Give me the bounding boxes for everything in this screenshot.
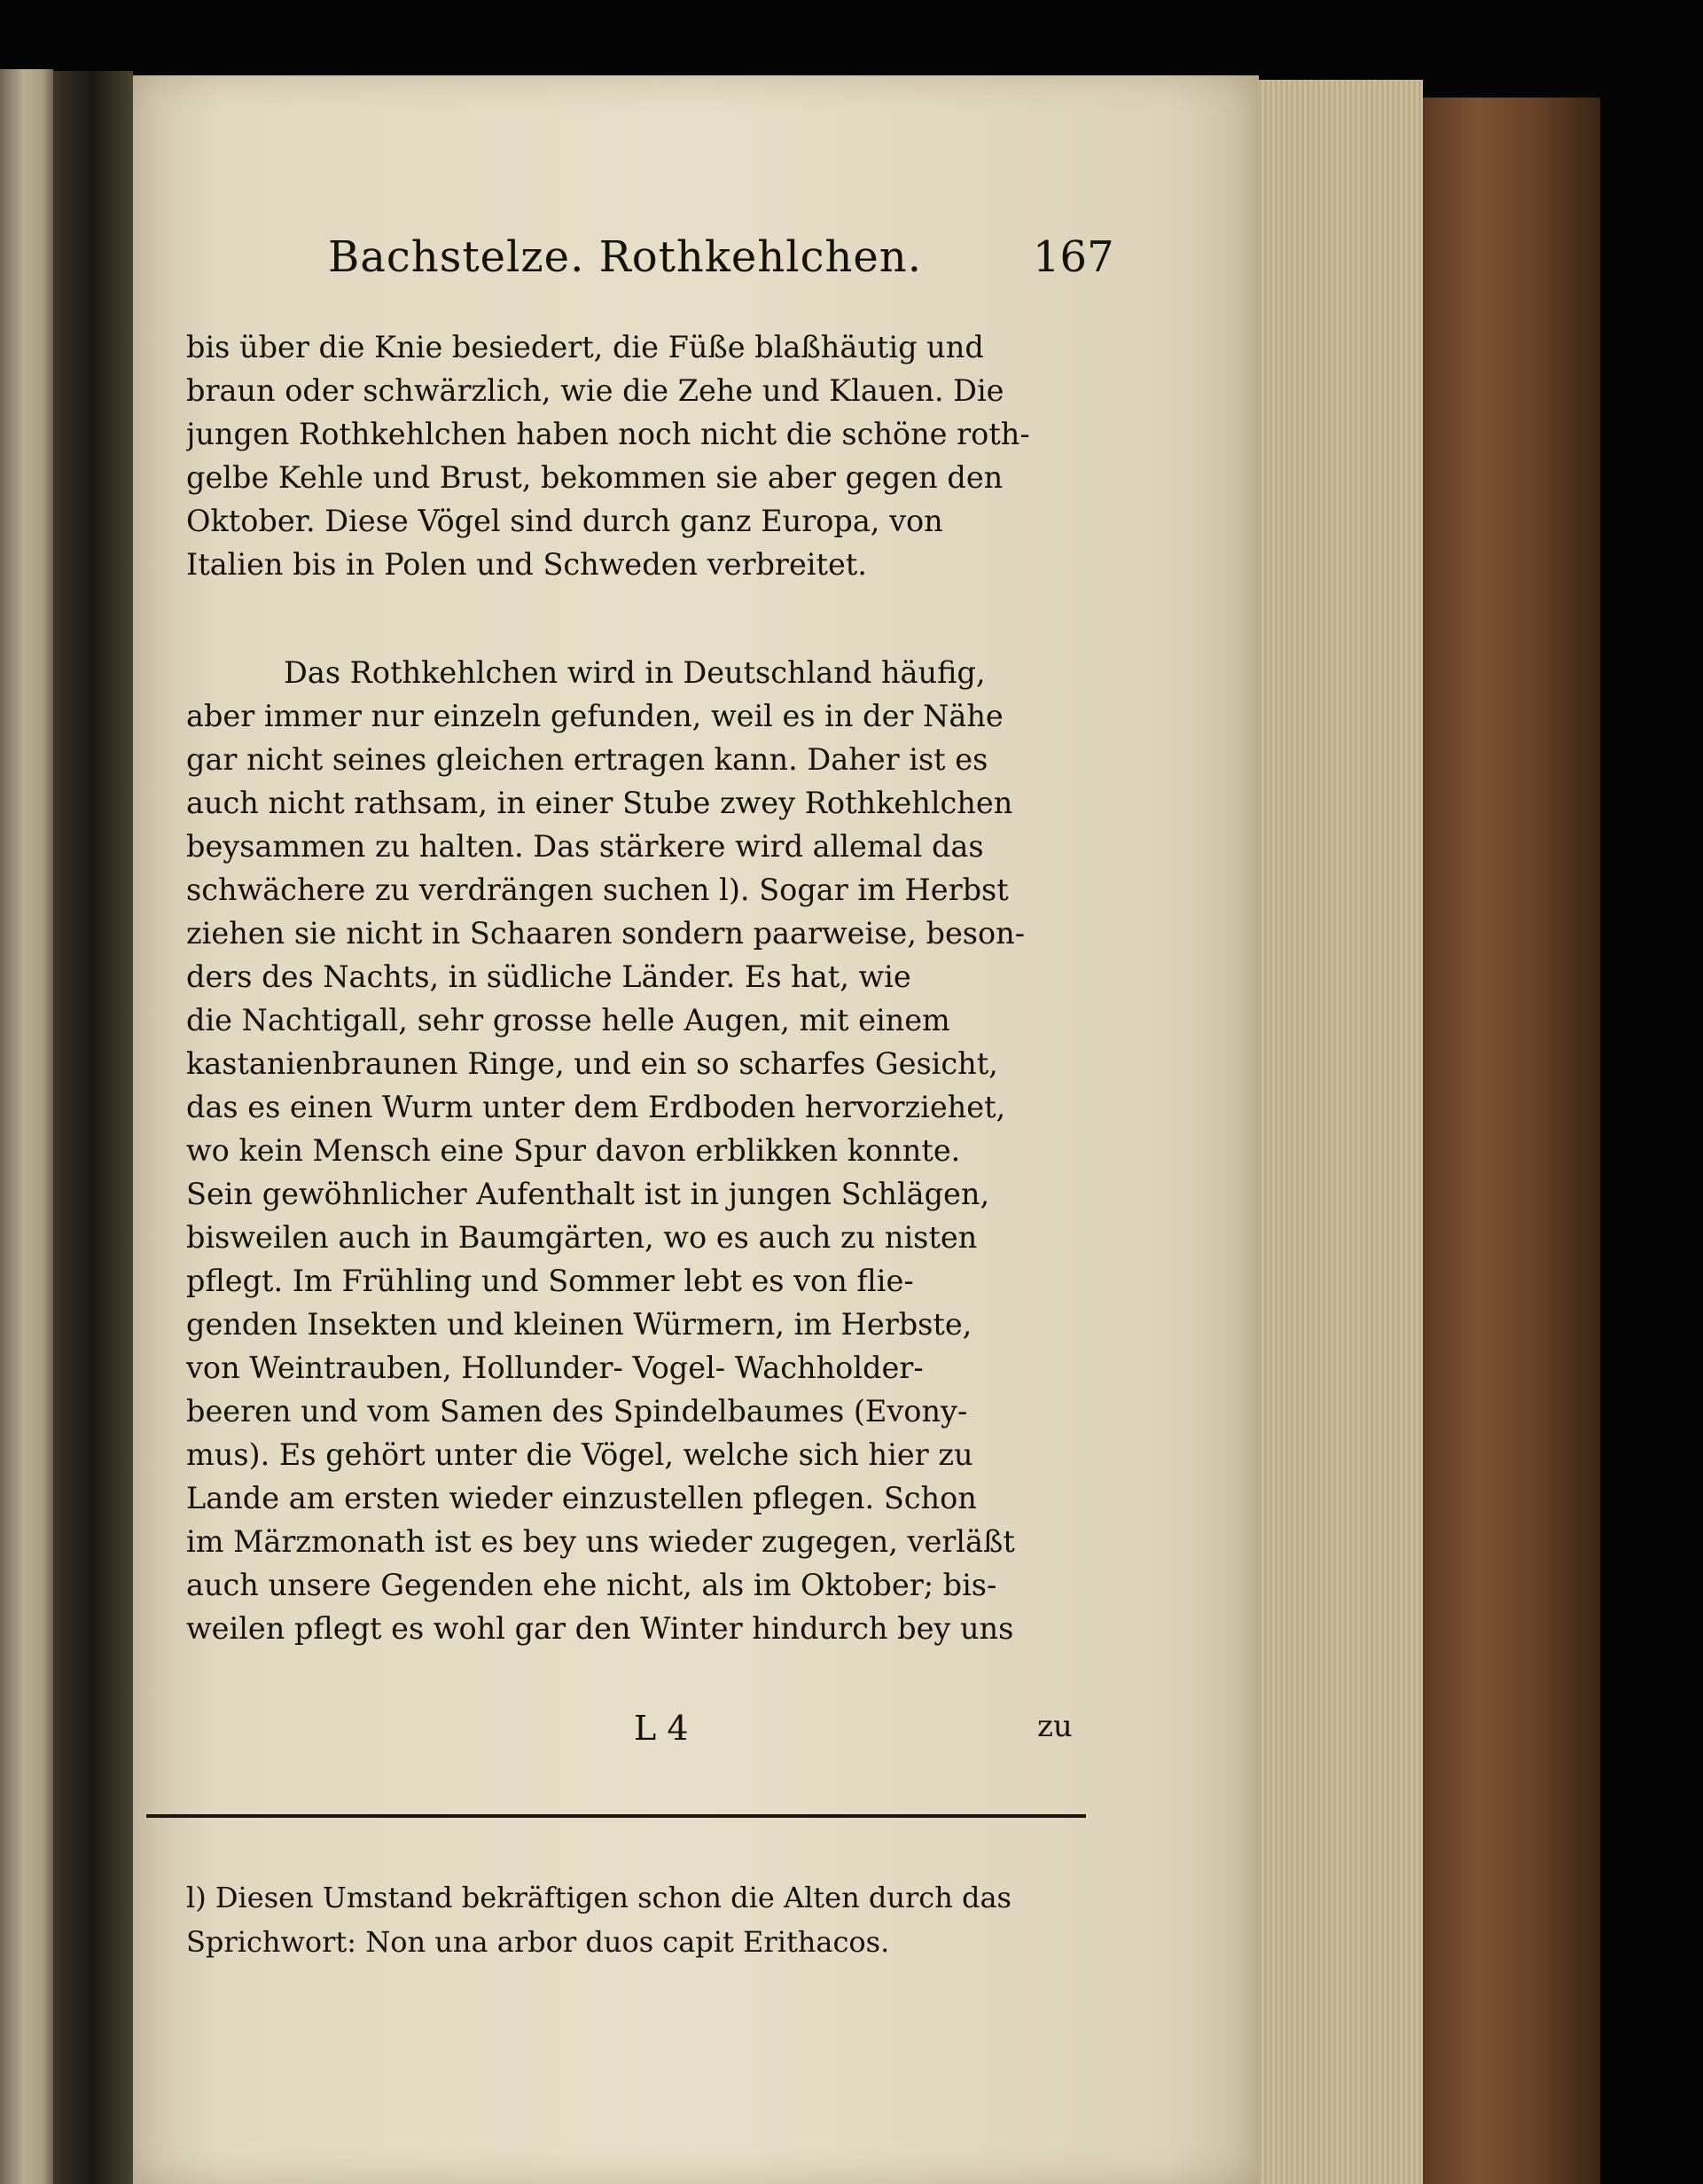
paragraph-2 <box>186 651 1090 1650</box>
text-line: mus). Es gehört unter die Vögel, welche sich hier zu <box>186 1437 973 1472</box>
footnote-line: l) Diesen Umstand bekräftigen schon die Alten durch das <box>186 1881 1012 1914</box>
text-line: kastanienbraunen Ringe, und ein so scharfes Gesicht, <box>186 1046 998 1081</box>
text-line: beysammen zu halten. Das stärkere wird allemal das <box>186 829 984 864</box>
text-line: beeren und vom Samen des Spindelbaumes (Evony- <box>186 1394 968 1429</box>
text-line: die Nachtigall, sehr grosse helle Augen, mit einem <box>186 1003 950 1037</box>
text-line: Oktober. Diese Vögel sind durch ganz Europa, von <box>186 504 943 538</box>
text-line: Das Rothkehlchen wird in Deutschland häufig, <box>284 655 986 690</box>
book-gutter <box>53 71 133 2184</box>
text-line: auch unsere Gegenden ehe nicht, als im Oktober; bis- <box>186 1568 997 1602</box>
text-line: genden Insekten und kleinen Würmern, im Herbste, <box>186 1307 973 1342</box>
book-cover <box>1423 98 1600 2184</box>
running-header-title: Bachstelze. Rothkehlchen. <box>328 232 922 282</box>
text-line: das es einen Wurm unter dem Erdboden hervorziehet, <box>186 1090 1006 1124</box>
text-line: gar nicht seines gleichen ertragen kann. Daher ist es <box>186 742 988 777</box>
footnote <box>186 1875 1108 1964</box>
left-page-sliver <box>0 69 53 2184</box>
text-line: pflegt. Im Frühling und Sommer lebt es von flie- <box>186 1264 914 1298</box>
text-line: weilen pflegt es wohl gar den Winter hindurch bey uns <box>186 1611 1014 1646</box>
text-line: auch nicht rathsam, in einer Stube zwey Rothkehlchen <box>186 786 1013 820</box>
text-line: Sein gewöhnlicher Aufenthalt ist in jungen Schlägen, <box>186 1177 990 1211</box>
text-line: ders des Nachts, in südliche Länder. Es hat, wie <box>186 959 911 994</box>
text-line: bis über die Knie besiedert, die Füße blaßhäutig und <box>186 330 984 364</box>
text-line: im Märzmonath ist es bey uns wieder zugegen, verläßt <box>186 1524 1015 1559</box>
text-line: Lande am ersten wieder einzustellen pflegen. Schon <box>186 1481 977 1515</box>
paragraph-1 <box>186 325 1090 586</box>
text-line: wo kein Mensch eine Spur davon erblikken konnte. <box>186 1133 961 1168</box>
text-line: braun oder schwärzlich, wie die Zehe und Klauen. Die <box>186 373 1004 408</box>
footnote-line: Sprichwort: Non una arbor duos capit Erithacos. <box>186 1925 890 1959</box>
page-edges <box>1259 80 1423 2184</box>
text-line: aber immer nur einzeln gefunden, weil es in der Nähe <box>186 699 1004 733</box>
text-line: schwächere zu verdrängen suchen l). Sogar im Herbst <box>186 873 1009 907</box>
text-line: Italien bis in Polen und Schweden verbreitet. <box>186 547 867 582</box>
footnote-rule <box>146 1814 1086 1818</box>
signature-mark: L 4 <box>634 1709 689 1748</box>
text-line: bisweilen auch in Baumgärten, wo es auch zu nisten <box>186 1220 978 1255</box>
page-number: 167 <box>1033 232 1114 282</box>
text-line: von Weintrauben, Hollunder- Vogel- Wachholder- <box>186 1350 924 1385</box>
text-line: gelbe Kehle und Brust, bekommen sie aber gegen den <box>186 460 1004 495</box>
text-line: jungen Rothkehlchen haben noch nicht die schöne roth- <box>186 417 1030 451</box>
text-line: ziehen sie nicht in Schaaren sondern paarweise, beson- <box>186 916 1026 951</box>
catchword: zu <box>1037 1709 1073 1744</box>
